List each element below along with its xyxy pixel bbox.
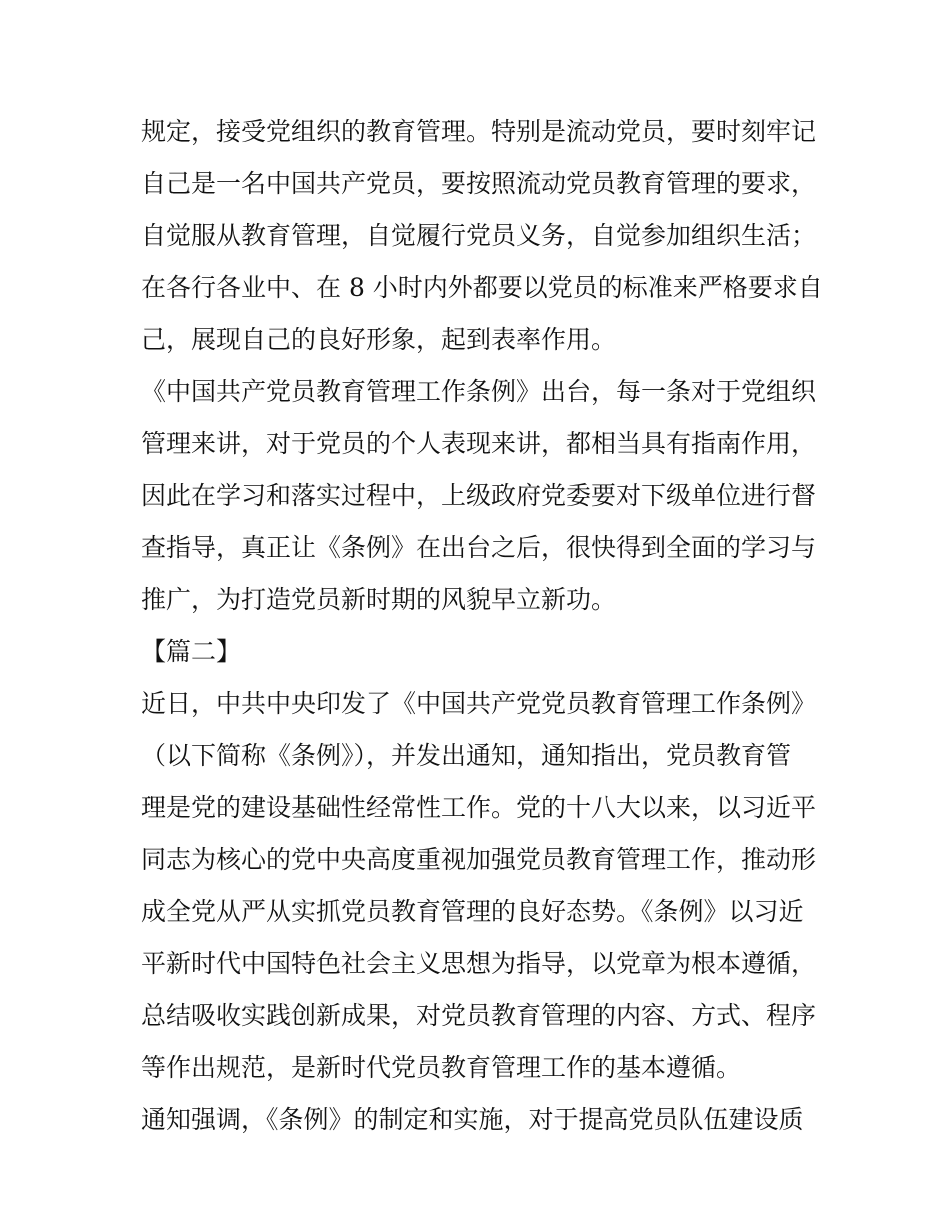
text-line: 理是党的建设基础性经常性工作。党的十八大以来，以习近平 <box>141 793 817 822</box>
text-line: 同志为核心的党中央高度重视加强党员教育管理工作，推动形 <box>141 845 817 874</box>
text-line: 查指导，真正让《条例》在出台之后，很快得到全面的学习与 <box>141 533 817 562</box>
text-line: 总结吸收实践创新成果，对党员教育管理的内容、方式、程序 <box>141 1001 817 1030</box>
text-line: 在各行各业中、在 8 小时内外都要以党员的标准来严格要求自 <box>141 273 823 302</box>
text-line: 等作出规范，是新时代党员教育管理工作的基本遵循。 <box>141 1053 742 1082</box>
text-line: （以下简称《条例》），并发出通知，通知指出，党员教育管 <box>141 741 792 770</box>
text-line: 通知强调，《条例》的制定和实施，对于提高党员队伍建设质 <box>141 1105 804 1134</box>
text-line: 推广，为打造党员新时期的风貌早立新功。 <box>141 585 617 614</box>
text-line: 平新时代中国特色社会主义思想为指导，以党章为根本遵循， <box>141 949 817 978</box>
text-line: 因此在学习和落实过程中，上级政府党委要对下级单位进行督 <box>141 481 817 510</box>
text-line: 《中国共产党员教育管理工作条例》出台，每一条对于党组织 <box>141 377 817 406</box>
document-body <box>141 106 823 1146</box>
text-line: 自己是一名中国共产党员，要按照流动党员教育管理的要求， <box>141 169 817 198</box>
text-line: 规定，接受党组织的教育管理。特别是流动党员，要时刻牢记 <box>141 117 817 146</box>
text-line: 己，展现自己的良好形象，起到表率作用。 <box>141 325 617 354</box>
text-line: 自觉服从教育管理，自觉履行党员义务，自觉参加组织生活； <box>141 221 817 250</box>
text-line: 近日，中共中央印发了《中国共产党党员教育管理工作条例》 <box>141 689 817 718</box>
section-heading: 【篇二】 <box>141 637 242 666</box>
text-line: 成全党从严从实抓党员教育管理的良好态势。《条例》以习近 <box>141 897 804 926</box>
text-line: 管理来讲，对于党员的个人表现来讲，都相当具有指南作用， <box>141 429 817 458</box>
